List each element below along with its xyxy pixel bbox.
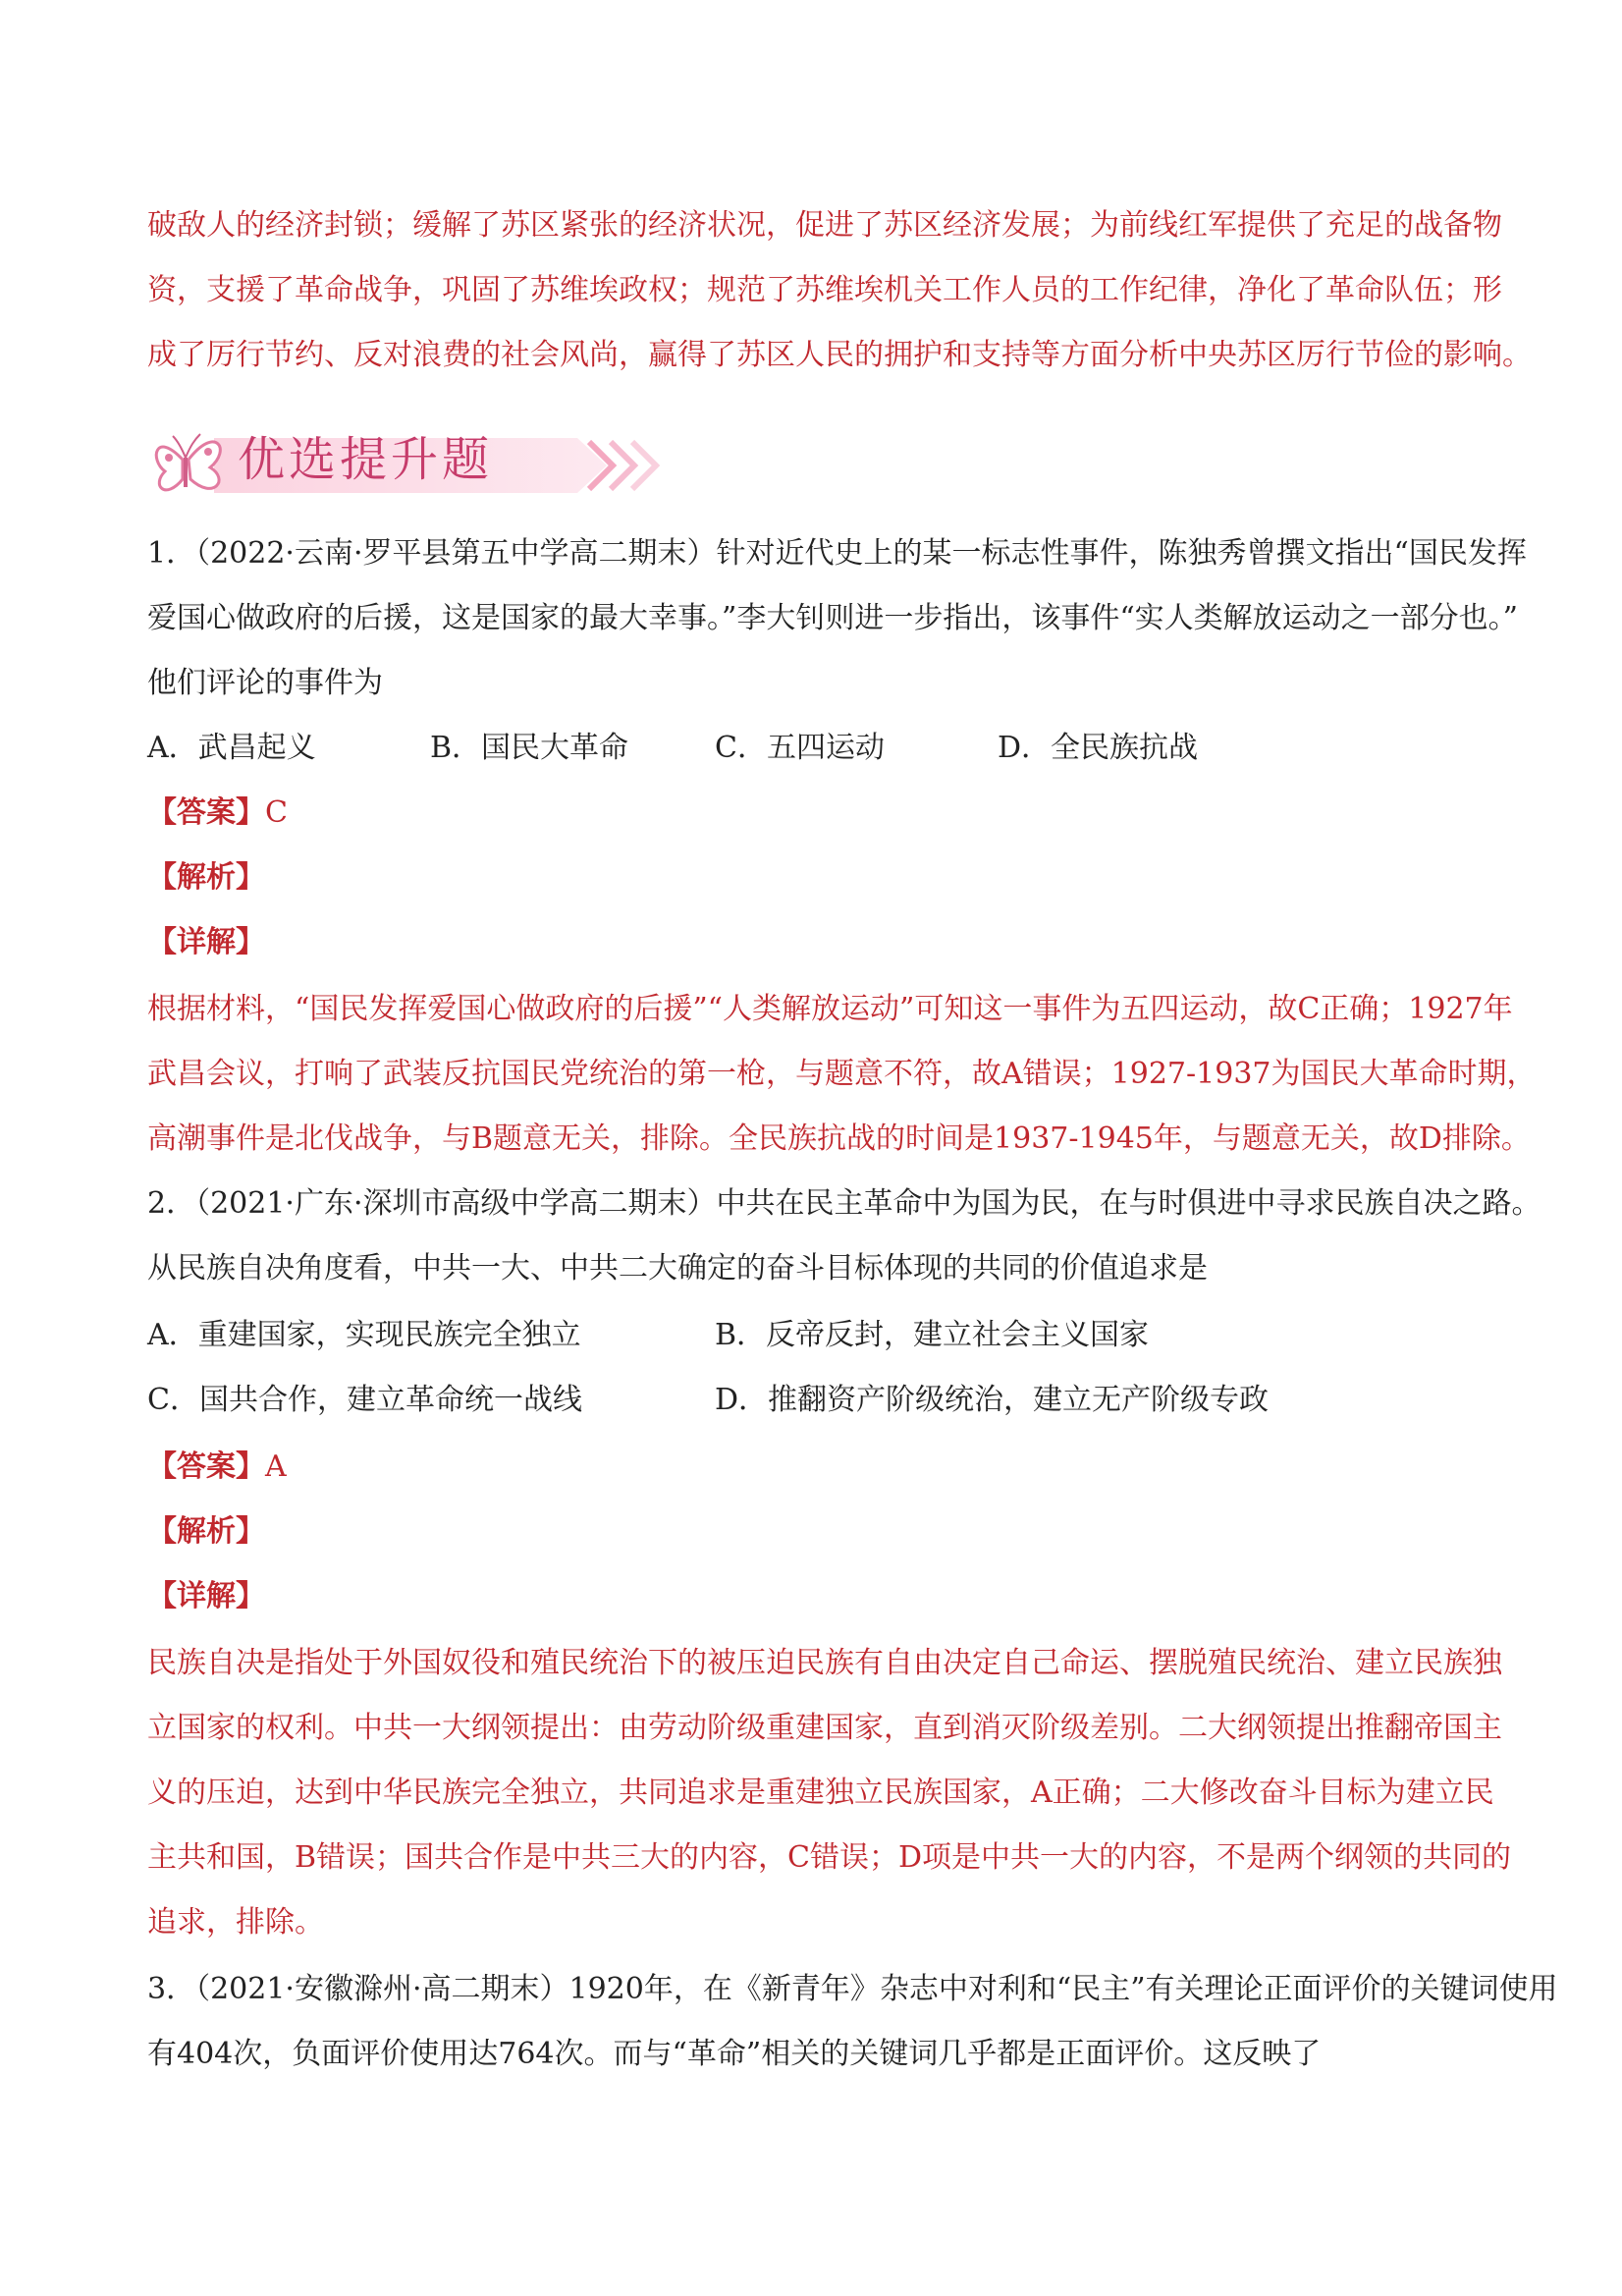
question-1-stem: 1．（2022·云南·罗平县第五中学高二期末）针对近代史上的某一标志性事件，陈独秀曾撰文指出“国民发挥 xyxy=(147,536,1527,571)
question-1-option-b: B．国民大革命 xyxy=(430,731,629,765)
question-1-detail: 武昌会议，打响了武装反抗国民党统治的第一枪，与题意不符，故A错误；1927-1937为国民大革命时期， xyxy=(147,1057,1537,1091)
question-2-answer xyxy=(147,1448,1492,1487)
question-1-detail: 高潮事件是北伐战争，与B题意无关，排除。全民族抗战的时间是1937-1945年，与题意无关，故D排除。 xyxy=(147,1121,1531,1156)
question-2-stem: 从民族自决角度看，中共一大、中共二大确定的奋斗目标体现的共同的价值追求是 xyxy=(147,1251,1208,1285)
analysis-label: 【解析】 xyxy=(147,1514,265,1549)
section-banner xyxy=(145,410,676,509)
question-2-option-d: D．推翻资产阶级统治，建立无产阶级专政 xyxy=(715,1383,1270,1417)
question-2-stem: 2．（2021·广东·深圳市高级中学高二期末）中共在民主革命中为国为民，在与时俱进中寻求民族自决之路。 xyxy=(147,1186,1541,1221)
question-2-option-b: B．反帝反封，建立社会主义国家 xyxy=(715,1318,1150,1352)
section-title: 优选提升题 xyxy=(238,432,494,487)
question-2-option-a: A．重建国家，实现民族完全独立 xyxy=(147,1318,581,1352)
question-1-analysis xyxy=(147,858,1492,898)
question-2-detail: 民族自决是指处于外国奴役和殖民统治下的被压迫民族有自由决定自己命运、摆脱殖民统治、建立民族独 xyxy=(147,1646,1502,1680)
question-1-stem: 他们评论的事件为 xyxy=(147,666,383,700)
intro-line: 破敌人的经济封锁；缓解了苏区紧张的经济状况，促进了苏区经济发展；为前线红军提供了充足的战备物 xyxy=(147,208,1502,243)
intro-line: 资，支援了革命战争，巩固了苏维埃政权；规范了苏维埃机关工作人员的工作纪律，净化了革命队伍；形 xyxy=(147,273,1502,307)
question-1-option-d: D．全民族抗战 xyxy=(998,731,1199,765)
question-1-option-c: C．五四运动 xyxy=(715,731,885,765)
question-1-answer xyxy=(147,793,1492,833)
question-2-detail: 追求，排除。 xyxy=(147,1905,324,1940)
question-1-stem: 爱国心做政府的后援，这是国家的最大幸事。”李大钊则进一步指出，该事件“实人类解放运动之一部分也。” xyxy=(147,601,1519,635)
analysis-label: 【解析】 xyxy=(147,860,265,895)
answer-value: C xyxy=(265,795,288,830)
question-2-option-c: C．国共合作，建立革命统一战线 xyxy=(147,1383,582,1417)
question-1-option-a: A．武昌起义 xyxy=(147,731,316,765)
detail-label: 【详解】 xyxy=(147,1579,265,1613)
question-3-stem: 有404次，负面评价使用达764次。而与“革命”相关的关键词几乎都是正面评价。这反映了 xyxy=(147,2037,1322,2071)
answer-value: A xyxy=(265,1449,287,1484)
question-3-stem: 3．（2021·安徽滁州·高二期末）1920年，在《新青年》杂志中对利和“民主”有关理论正面评价的关键词使用 xyxy=(147,1972,1558,2006)
answer-label: 【答案】 xyxy=(147,1449,265,1484)
question-2-detail: 义的压迫，达到中华民族完全独立，共同追求是重建独立民族国家，A正确；二大修改奋斗目标为建立民 xyxy=(147,1776,1494,1810)
question-2-detail-heading xyxy=(147,1577,1492,1616)
question-2-analysis xyxy=(147,1512,1492,1552)
detail-label: 【详解】 xyxy=(147,925,265,959)
question-2-detail: 主共和国，B错误；国共合作是中共三大的内容，C错误；D项是中共一大的内容，不是两个纲领的共同的 xyxy=(147,1840,1512,1875)
question-2-detail: 立国家的权利。中共一大纲领提出：由劳动阶级重建国家，直到消灭阶级差别。二大纲领提出推翻帝国主 xyxy=(147,1711,1502,1745)
question-1-detail-heading xyxy=(147,923,1492,962)
intro-line: 成了厉行节约、反对浪费的社会风尚，赢得了苏区人民的拥护和支持等方面分析中央苏区厉行节俭的影响。 xyxy=(147,338,1532,372)
question-1-detail: 根据材料，“国民发挥爱国心做政府的后援”“人类解放运动”可知这一事件为五四运动，故C正确；1927年 xyxy=(147,992,1513,1026)
answer-label: 【答案】 xyxy=(147,795,265,830)
